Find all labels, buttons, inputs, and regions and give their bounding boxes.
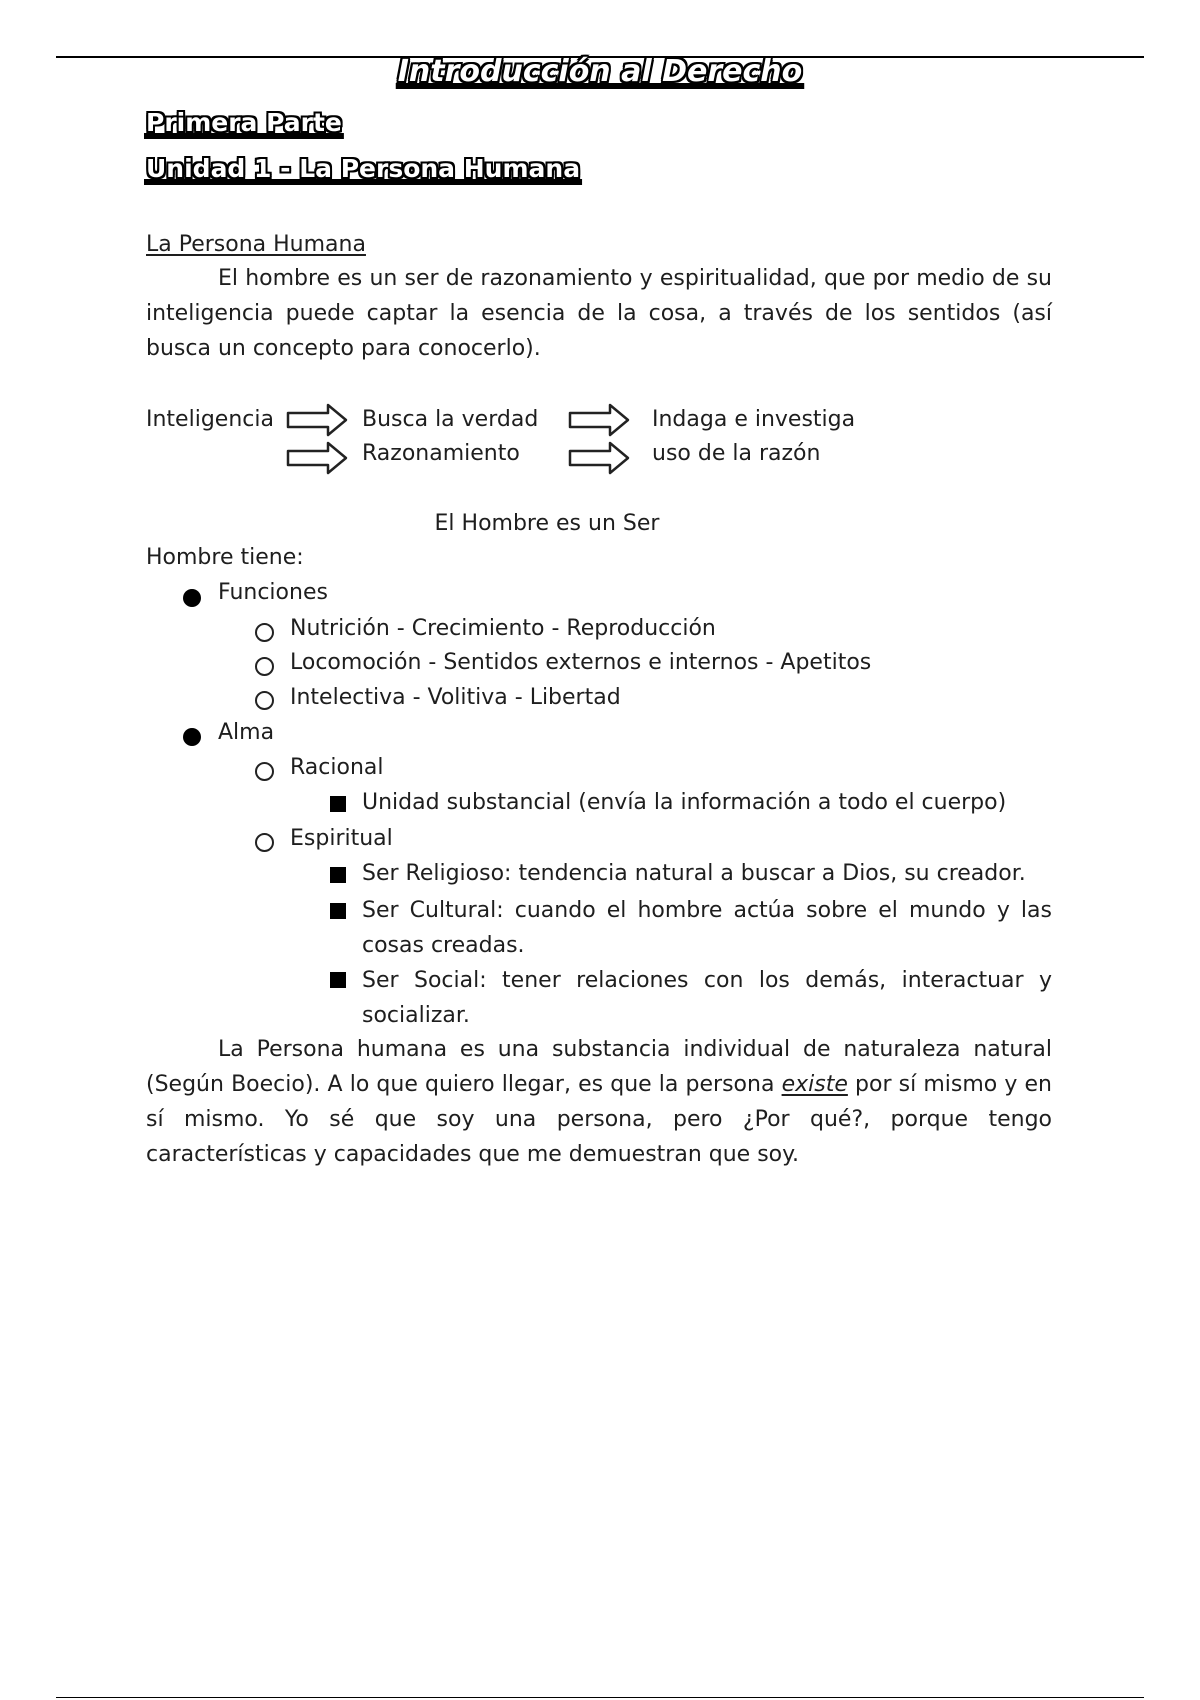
bullet-square-icon <box>330 867 346 883</box>
document-title: Introducción al Derecho <box>397 54 803 89</box>
closing-paragraph <box>146 1032 1052 1172</box>
section-heading: La Persona Humana <box>146 232 366 257</box>
diagram-row2-middle: Razonamiento <box>362 441 520 466</box>
intro-text: El hombre es un ser de razonamiento y espiritualidad, que por medio de su inteligencia puede captar la esencia de la cosa, a través de los sentidos (así busca un concepto para conocerlo). <box>146 266 1052 361</box>
arrow-right-icon <box>286 403 348 437</box>
diagram-row1-middle: Busca la verdad <box>362 407 539 432</box>
list-item: Ser Religioso: tendencia natural a buscar a Dios, su creador. <box>362 861 1026 886</box>
list-item-funciones: Funciones <box>218 580 328 605</box>
bottom-rule <box>56 1697 1144 1698</box>
part-title: Primera Parte <box>146 108 342 137</box>
unit-title: Unidad 1 - La Persona Humana <box>146 154 581 183</box>
list-item: Locomoción - Sentidos externos e internos - Apetitos <box>290 650 872 675</box>
list-item: Intelectiva - Volitiva - Libertad <box>290 685 621 710</box>
bullet-circle-icon <box>255 762 274 781</box>
closing-text-after: por sí mismo y en sí mismo. Yo sé que soy una persona, pero ¿Por qué?, porque tengo características y capacidades que me demuestran que soy. <box>146 1072 1052 1167</box>
list-intro: Hombre tiene: <box>146 545 304 570</box>
diagram-source: Inteligencia <box>146 407 274 432</box>
list-item: Ser Social: tener relaciones con los demás, interactuar y socializar. <box>362 968 1052 1028</box>
bullet-disc-icon <box>183 728 201 746</box>
bullet-square-icon <box>330 903 346 919</box>
closing-emphasis: existe <box>781 1072 848 1097</box>
closing-text-before: La Persona humana es una substancia individual de naturaleza natural (Según Boecio). A lo que quiero llegar, es que la persona <box>146 1037 1052 1097</box>
list-item: Unidad substancial (envía la información a todo el cuerpo) <box>362 790 1007 815</box>
list-item-espiritual: Espiritual <box>290 826 393 851</box>
arrow-right-icon <box>568 403 630 437</box>
subtitle: El Hombre es un Ser <box>434 511 660 536</box>
bullet-circle-icon <box>255 691 274 710</box>
bullet-disc-icon <box>183 589 201 607</box>
bullet-square-icon <box>330 972 346 988</box>
diagram-row1-end: Indaga e investiga <box>652 407 856 432</box>
bullet-circle-icon <box>255 657 274 676</box>
intro-paragraph <box>146 261 1052 366</box>
list-item-alma: Alma <box>218 720 275 745</box>
arrow-right-icon <box>286 441 348 475</box>
list-item-racional: Racional <box>290 755 384 780</box>
bullet-circle-icon <box>255 833 274 852</box>
diagram-row2-end: uso de la razón <box>652 441 821 466</box>
list-item: Ser Cultural: cuando el hombre actúa sobre el mundo y las cosas creadas. <box>362 898 1052 958</box>
bullet-circle-icon <box>255 623 274 642</box>
arrow-right-icon <box>568 441 630 475</box>
list-item: Nutrición - Crecimiento - Reproducción <box>290 616 716 641</box>
bullet-square-icon <box>330 796 346 812</box>
